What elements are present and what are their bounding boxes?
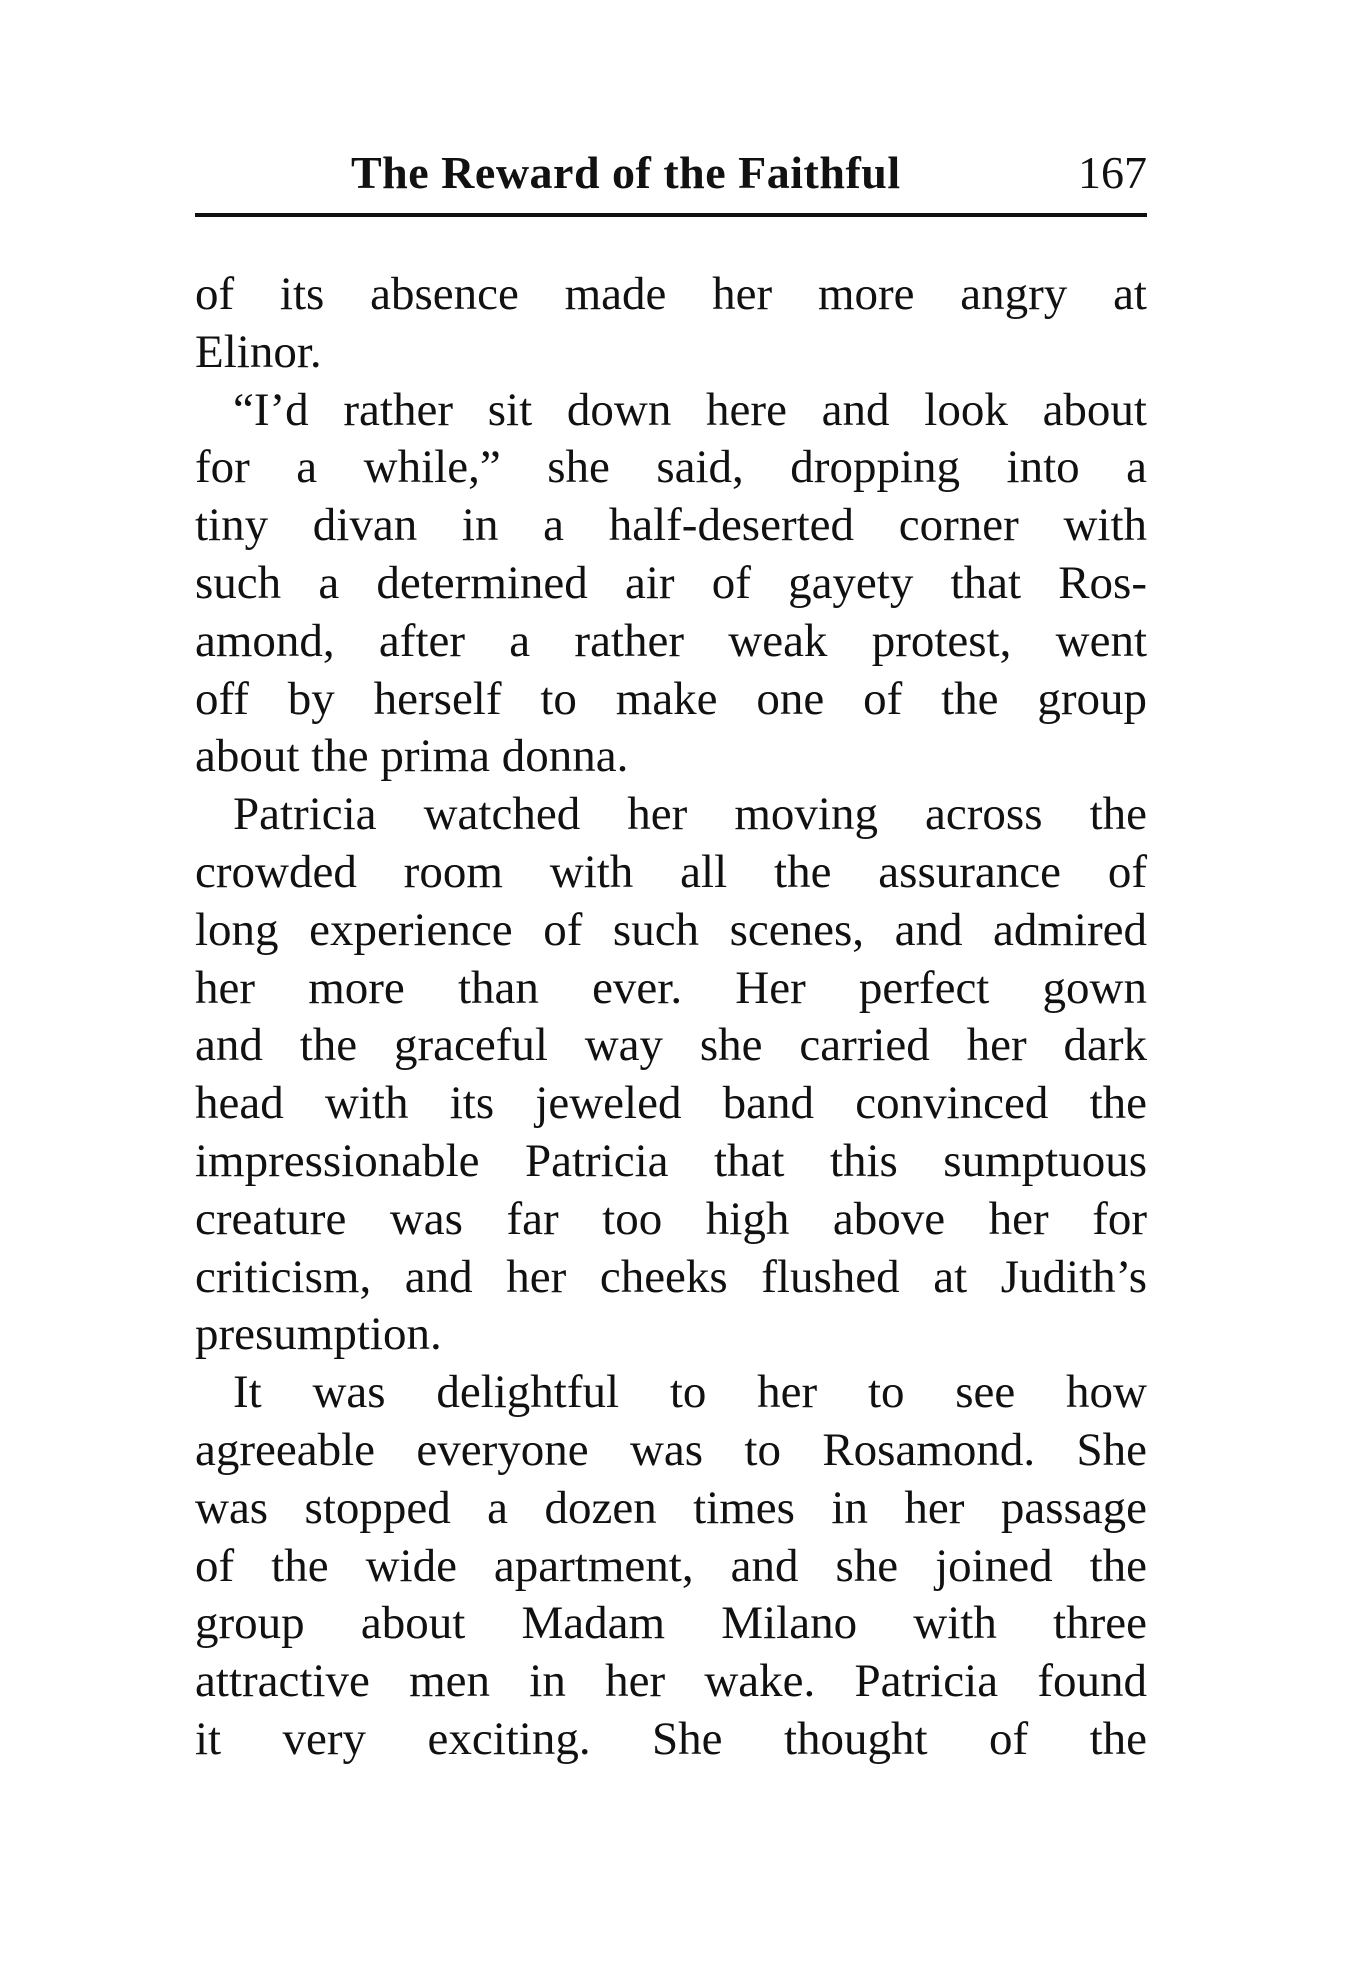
- text-line: agreeable everyone was to Rosamond. She: [195, 1423, 1147, 1476]
- text-line: of the wide apartment, and she joined the: [195, 1539, 1147, 1592]
- text-line: attractive men in her wake. Patricia found: [195, 1655, 1147, 1708]
- text-line: amond, after a rather weak protest, went: [195, 614, 1147, 667]
- text-line: crowded room with all the assurance of: [195, 845, 1147, 898]
- body-text: [195, 266, 1147, 1769]
- paragraph-start-line: Patricia watched her moving across the: [233, 788, 1147, 841]
- text-line: presumption.: [195, 1308, 442, 1361]
- running-title: The Reward of the Faithful: [351, 147, 901, 198]
- text-line: for a while,” she said, dropping into a: [195, 441, 1147, 494]
- text-line: creature was far too high above her for: [195, 1192, 1147, 1245]
- text-line: criticism, and her cheeks flushed at Judith’s: [195, 1250, 1147, 1303]
- paragraph-start-line: “I’d rather sit down here and look about: [233, 383, 1147, 436]
- text-line: head with its jeweled band convinced the: [195, 1077, 1147, 1130]
- header-rule: [195, 213, 1147, 217]
- text-line: long experience of such scenes, and admired: [195, 903, 1147, 956]
- page-number: 167: [1078, 147, 1147, 198]
- text-line: impressionable Patricia that this sumptuous: [195, 1134, 1147, 1187]
- text-line: of its absence made her more angry at: [195, 268, 1147, 320]
- running-head: [195, 143, 1147, 203]
- text-line: Elinor.: [195, 325, 322, 378]
- text-line: it very exciting. She thought of the: [195, 1712, 1147, 1765]
- text-line: such a determined air of gayety that Ros-: [195, 556, 1147, 609]
- text-line: and the graceful way she carried her dark: [195, 1019, 1147, 1072]
- text-line: off by herself to make one of the group: [195, 672, 1147, 725]
- text-line: about the prima donna.: [195, 730, 629, 783]
- paragraph-start-line: It was delightful to her to see how: [233, 1366, 1147, 1419]
- text-line: tiny divan in a half-deserted corner with: [195, 499, 1147, 552]
- text-line: her more than ever. Her perfect gown: [195, 961, 1147, 1014]
- text-line: was stopped a dozen times in her passage: [195, 1481, 1147, 1534]
- text-line: group about Madam Milano with three: [195, 1597, 1147, 1650]
